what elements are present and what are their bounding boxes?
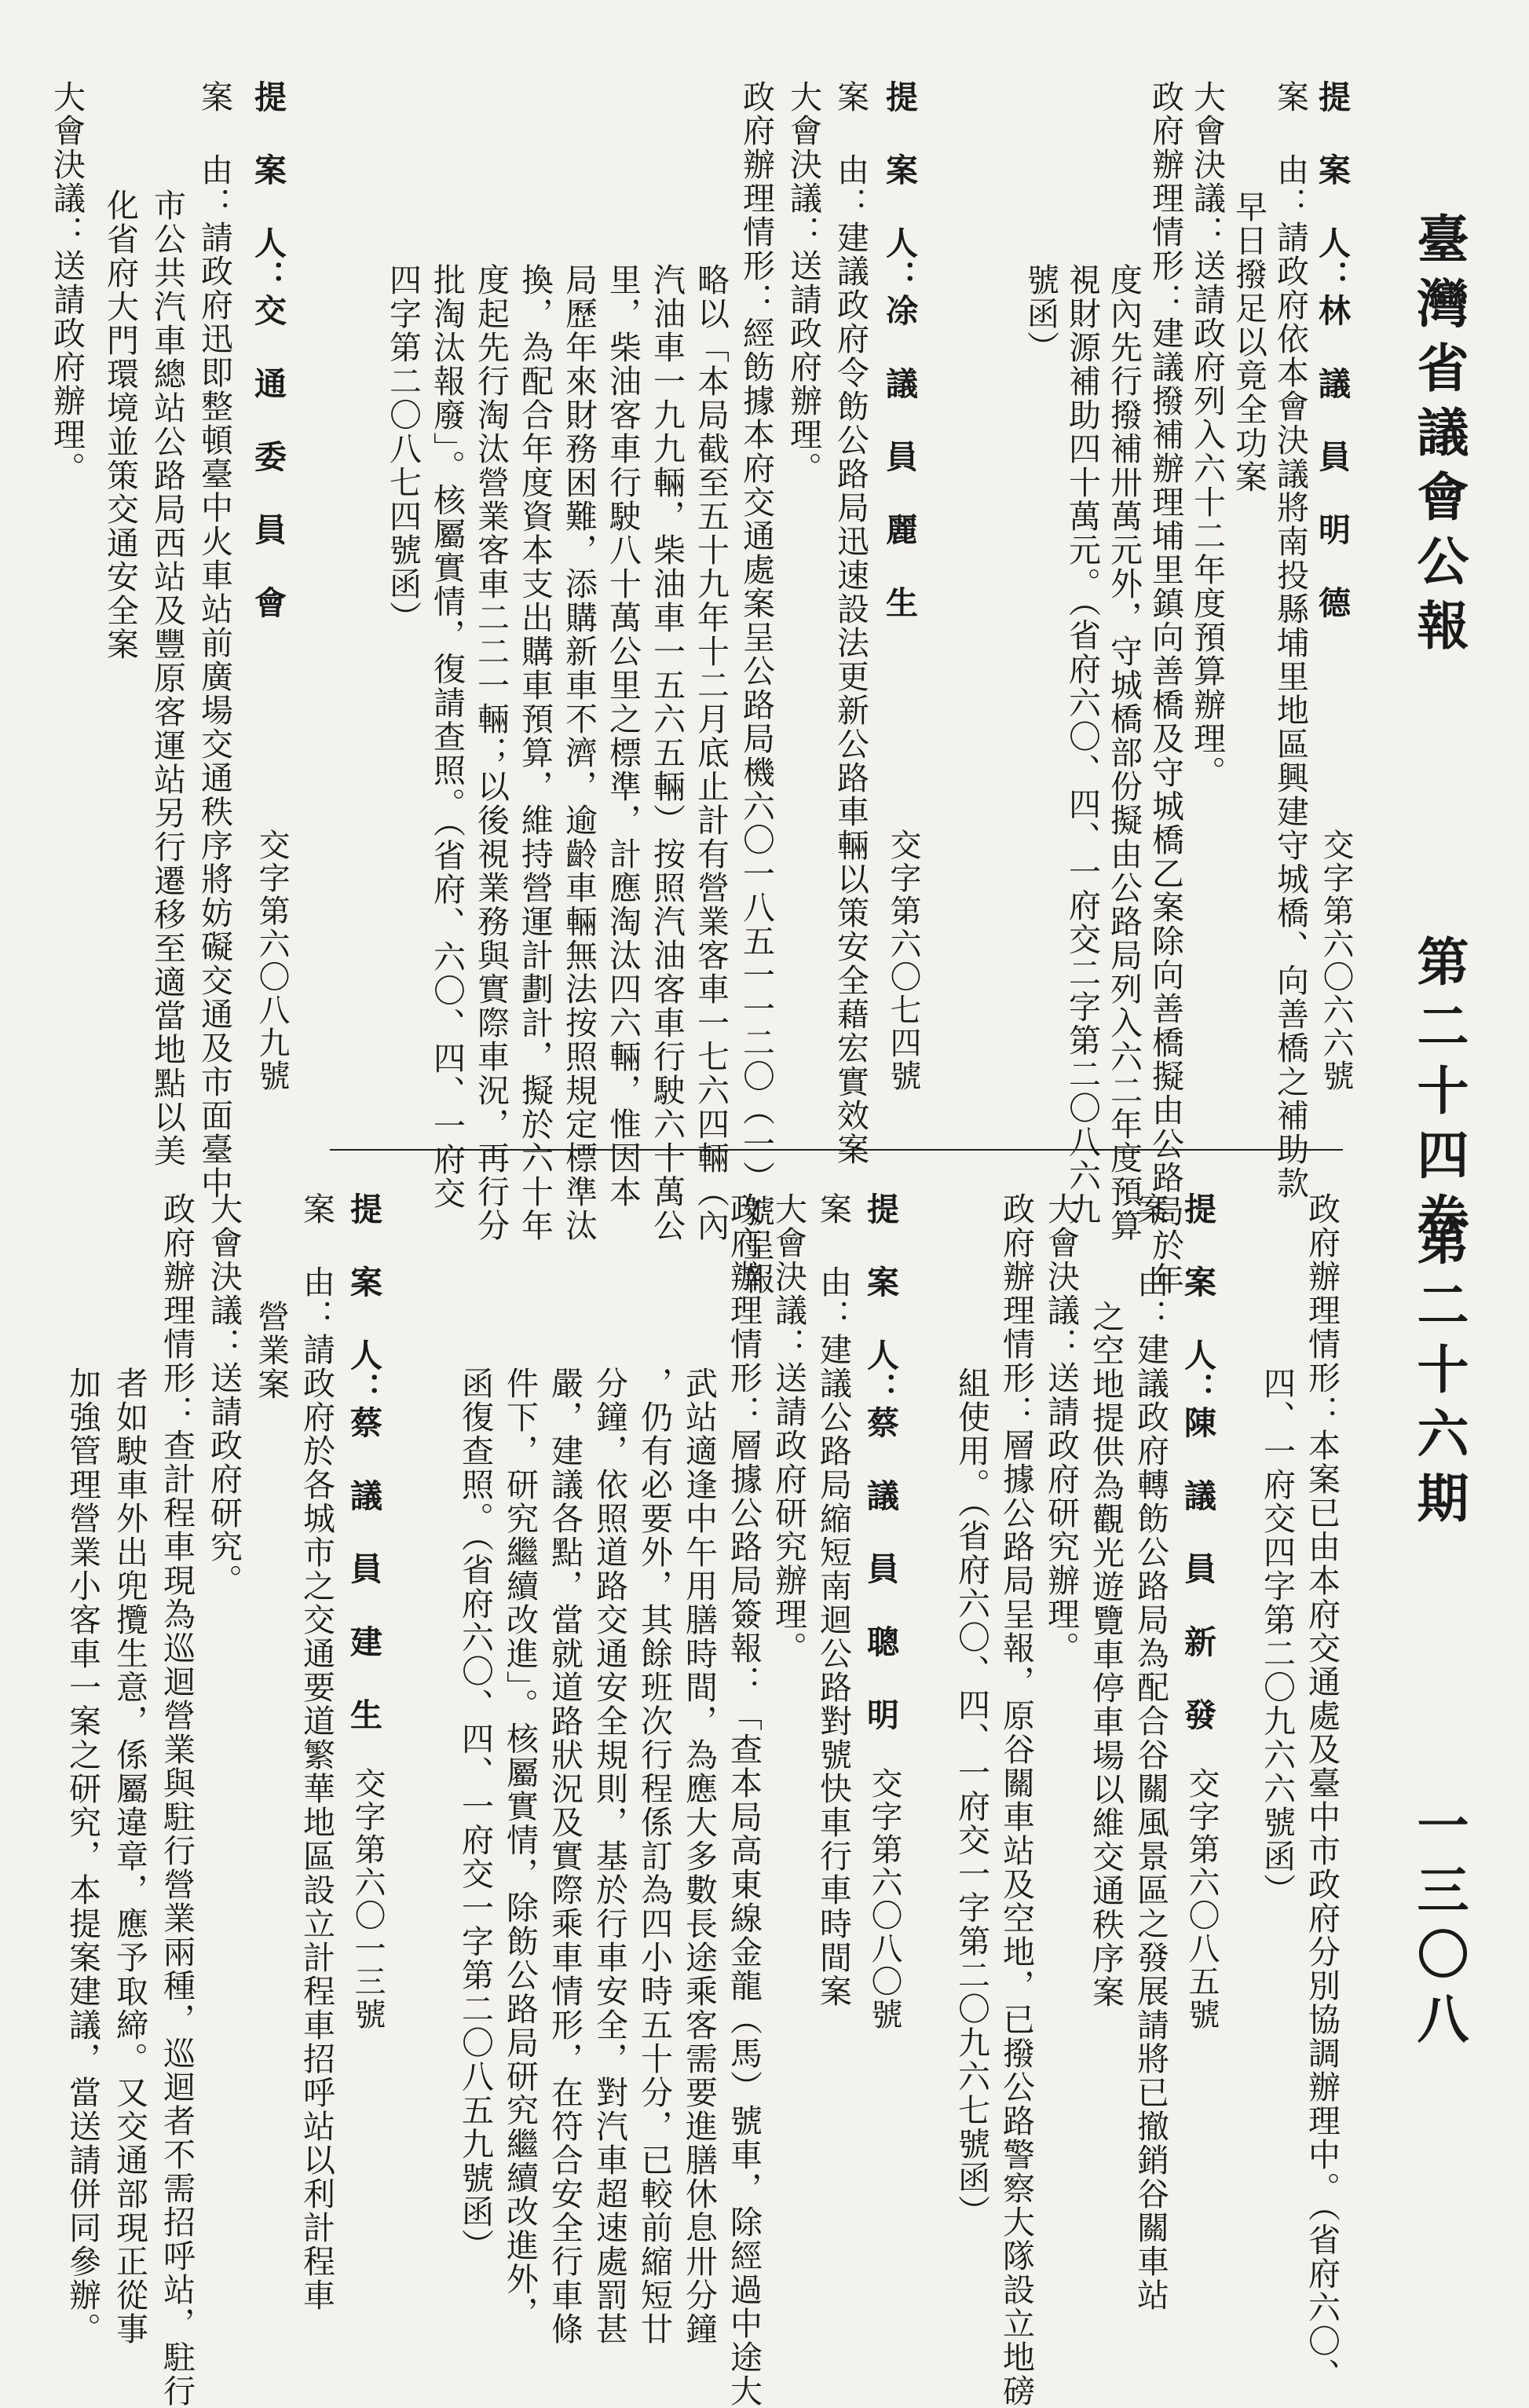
response-line: 政府辦理情形：查計程車現為巡迴營業與駐行營業兩種，巡迴者不需招呼站，駐行 [158,1192,196,2408]
response-line: 局歷年來財務困難，添購新車不濟，逾齡車輛無法按照規定標準汰 [560,263,598,1242]
subject-line: 之空地提供為觀光遊覽車停車場以維交通秩序案 [1087,1300,1125,2009]
subject-line: 營業案 [252,1300,290,1401]
response-line: 四字第二〇八七四號函） [384,263,422,635]
subject-line: 案 由：請政府於各城市之交通要道繁華地區設立計程車招呼站以利計程車 [298,1192,335,2312]
response-line: 度起先行淘汰營業客車二二一輛；以後視業務與實際車況，再行分 [472,263,510,1242]
subject-line: 化省府大門環境並策交通安全案 [101,188,139,661]
document-number: 交字第六〇八〇號 [866,1767,902,2031]
resolution-line: 大會決議：送請政府研究辦理。 [1042,1192,1080,1665]
response-line: 政府辦理情形：建議撥補辦理埔里鎮向善橋及守城橋乙案除向善橋擬由公路局於年 [1147,80,1184,1296]
response-line: 批淘汰報廢」。核屬實情，復請查照。（省府、六〇、四、一府交 [428,263,466,1210]
response-line: 嚴，建議各點，當就道路狀況及實際乘車情形，在符合安全行車條 [546,1367,583,2346]
response-line: 四、一府交四字第二〇九六六號函） [1258,1367,1296,1907]
response-line: 汽油車一九九輛，柴油車一五六五輛）按照汽油客車行駛六十萬公 [648,263,686,1242]
proposer-line: 提 案 人：林 議 員 明 德 [1313,80,1351,620]
subject-line: 案 由：請政府依本會決議將南投縣埔里地區興建守城橋、向善橋之補助款 [1271,80,1309,1200]
response-line: 者如駛車外出兜攬生意，係屬違章，應予取締。又交通部現正從事 [111,1367,148,2346]
proposer-line: 提 案 人：蔡 議 員 建 生 [345,1192,382,1732]
response-line: 加強管理營業小客車一案之研究，本提案建議，當送請併同參辦。 [64,1367,101,2346]
resolution-line: 大會決議：送請政府列入六十二年度預算辦理。 [1188,80,1226,789]
response-line: 度內先行撥補卅萬元外，守城橋部份擬由公路局列入六二年度預算 [1105,263,1143,1242]
proposer-line: 提 案 人：凃 議 員 麗 生 [880,80,918,620]
response-line: 里，柴油客車行駛八十萬公里之標準，計應淘汰四六輛，惟因本 [604,263,642,1209]
response-line: 政府辦理情形：層據公路局呈報，原谷關車站及空地，已撥公路警察大隊設立地磅 [997,1192,1035,2408]
document-number: 交字第六〇八五號 [1183,1767,1220,2031]
response-line: 函復查照。（省府六〇、四、一府交一字第二〇八五九號函） [456,1367,494,2263]
resolution-line: 大會決議：送請政府辦理。 [48,80,86,485]
resolution-line: 大會決議：送請政府研究。 [205,1192,243,1597]
subject-line: 案 由：建議政府轉飭公路局為配合谷關風景區之發展請將已撤銷谷關車站 [1132,1192,1169,2312]
response-line: 分鐘，依照道路交通安全規則，基於行車安全，對汽車超速處罰甚 [591,1367,628,2346]
resolution-line: 大會決議：送請政府辦理。 [785,80,822,485]
proposer-line: 提 案 人：陳 議 員 新 發 [1179,1192,1216,1732]
proposer-line: 提 案 人：交 通 委 員 會 [249,80,287,620]
response-line: ，仍有必要外，其餘班次行程係訂為四小時五十分，已較前縮短廿 [635,1367,673,2346]
response-line: 政府辦理情形：經飭據本府交通處案呈公路局機六〇一八五一一二〇（一）號呈報 [737,80,775,1296]
subject-line: 案 由：建議公路局縮短南迴公路對號快車行車時間案 [814,1192,852,2008]
subject-line: 早日撥足以竟全功案 [1230,190,1267,494]
page-number: 一三〇八 [1408,1799,1469,2056]
response-line: 號函） [1022,263,1059,364]
publication-title: 臺灣省議會公報 [1408,212,1469,663]
response-line: 政府辦理情形：層據公路局簽報：「查本局高東線金龍（馬）號車，除經過中途大 [725,1192,763,2408]
subject-line: 案 由：建議政府令飭公路局迅速設法更新公路車輛以策安全藉宏實效案 [832,80,869,1166]
document-number: 交字第六〇一三號 [349,1767,386,2031]
document-number: 交字第六〇七四號 [885,829,921,1092]
response-line: 武站適逢中午用膳時間，為應大多數長途乘客需要進膳休息卅分鐘 [680,1367,718,2346]
response-line: 略以「本局截至五十九年十二月底止計有營業客車一七六四輛（內 [692,263,730,1242]
issue-number: 第二十六期 [1408,1213,1469,1535]
document-number: 交字第六〇八九號 [254,829,290,1092]
volume-number: 第二十四卷 [1408,935,1469,1257]
response-line: 換，為配合年度資本支出購車預算，維持營運計劃計，擬於六十年 [516,263,554,1242]
subject-line: 市公共汽車總站公路局西站及豐原客運站另行遷移至適當地點以美 [148,188,186,1168]
response-line: 件下，研究繼續改進」。核屬實情，除飭公路局研究繼續改進外， [501,1367,539,2330]
subject-line: 案 由：請政府迅即整頓臺中火車站前廣場交通秩序將妨礙交通及市面臺中 [196,80,233,1200]
response-line: 政府辦理情形：本案已由本府交通處及臺中市政府分別協調辦理中。（省府六〇、 [1303,1192,1341,2392]
resolution-line: 大會決議：送請政府研究辦理。 [770,1192,807,1665]
proposer-line: 提 案 人：蔡 議 員 聰 明 [861,1192,899,1732]
document-number: 交字第六〇六六號 [1318,829,1354,1092]
response-line: 組使用。（省府六〇、四、一府交一字第二〇九六七號函） [953,1367,990,2229]
response-line: 視財源補助四十萬元。（省府六〇、四、一府交二字第二〇八六九 [1063,263,1101,1227]
